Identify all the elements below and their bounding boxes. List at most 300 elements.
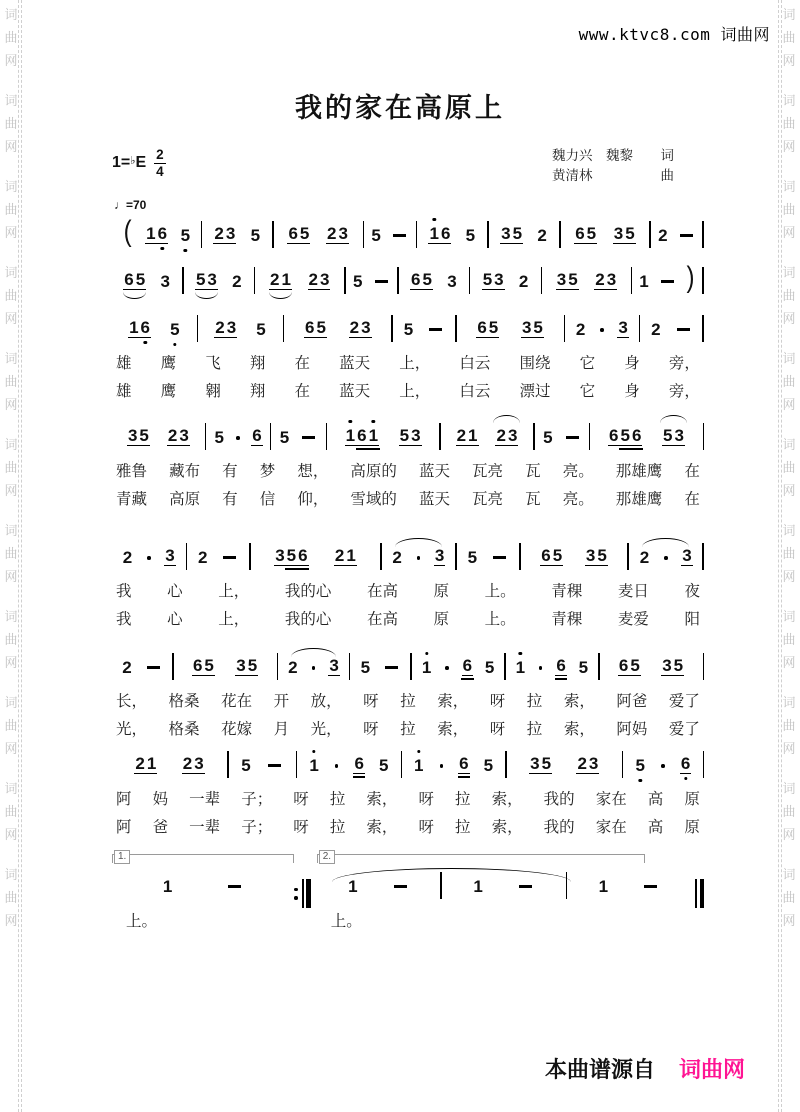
duration-dash — [147, 666, 160, 669]
note-group — [225, 885, 244, 895]
volta-1-notes — [112, 867, 294, 905]
watermark-char: 网 — [782, 311, 796, 326]
beam-line — [461, 678, 473, 680]
measure — [112, 648, 172, 686]
note: 3 — [194, 754, 204, 773]
note-group — [372, 280, 391, 290]
watermark-char: 词 — [4, 179, 18, 194]
watermark-char: 网 — [4, 827, 18, 842]
measure — [651, 216, 703, 254]
lyric-syllable: 亮。 — [562, 463, 594, 480]
note: 3 — [682, 546, 692, 565]
measure — [198, 310, 283, 348]
note: 6 — [555, 656, 566, 674]
lyric-syllable: 呀 — [363, 721, 379, 738]
watermark-char: 曲 — [782, 288, 796, 303]
note-group — [390, 234, 409, 244]
lyric-syllable: 青稞 — [551, 583, 583, 600]
note: 3 — [338, 224, 348, 243]
note: 2 — [135, 754, 145, 773]
lyric-syllable: 旁， — [668, 355, 700, 372]
measure — [317, 867, 441, 905]
note: 5 — [467, 548, 478, 567]
duration-dash — [375, 280, 388, 283]
note: 3 — [361, 318, 371, 337]
note-group — [542, 428, 553, 446]
lyric-syllable: 爱了 — [668, 721, 700, 738]
watermark-char: 曲 — [4, 288, 18, 303]
lyric-syllable: 妈 — [152, 791, 169, 808]
note: 3 — [411, 426, 421, 445]
lyric-syllable: 花嫁 — [221, 721, 253, 738]
measure — [632, 262, 702, 300]
watermark-char: 词 — [782, 265, 796, 280]
note-group — [287, 224, 310, 244]
note: 2 — [658, 226, 668, 245]
lyric-syllable: 阿爸 — [616, 693, 648, 710]
measure — [112, 538, 186, 576]
note: 5 — [512, 224, 523, 243]
note-group — [334, 546, 357, 566]
lyric-syllable: 我的 — [543, 819, 575, 836]
measure — [412, 648, 504, 686]
volta-1-label: 1. — [114, 850, 130, 864]
lyric-syllable: 蓝天 — [339, 355, 371, 372]
note-group — [536, 226, 547, 244]
lyric-syllable: 拉 — [455, 791, 471, 808]
note-group — [641, 885, 660, 895]
watermark-char: 曲 — [4, 632, 18, 647]
note-group — [220, 556, 239, 566]
note: 6 — [618, 656, 629, 675]
lyrics-line — [112, 812, 704, 840]
augmentation-dot — [539, 666, 543, 670]
lyric-syllable: 一辈 — [189, 791, 221, 808]
watermark-char: 网 — [4, 139, 18, 154]
note-group — [195, 270, 218, 290]
note: 5 — [625, 224, 635, 243]
beam-line — [353, 776, 365, 778]
lyric-syllable: 开 — [273, 693, 290, 710]
note: 5 — [533, 318, 543, 337]
duration-dash — [677, 328, 690, 331]
note: 5 — [195, 270, 206, 289]
note: 3 — [588, 754, 599, 773]
lyric-syllable: 花在 — [221, 693, 253, 710]
note-group — [434, 546, 445, 566]
key-text: 1=♭E — [112, 154, 147, 171]
beam-line — [367, 448, 379, 450]
lyric-syllable: 呀 — [293, 791, 309, 808]
watermark-char: 曲 — [4, 890, 18, 905]
note-group — [598, 328, 606, 338]
composer-role: 曲 — [660, 167, 674, 183]
note-group — [391, 885, 410, 895]
lyric-syllable: 白云 — [459, 383, 491, 400]
note-group — [490, 556, 509, 566]
note-group — [122, 548, 133, 566]
watermark-char: 词 — [4, 265, 18, 280]
lyric-syllable: 鹰 — [160, 355, 177, 372]
watermark-char: 词 — [782, 609, 796, 624]
lyric-syllable: 仰， — [297, 491, 329, 508]
note-group — [674, 328, 693, 338]
watermark-char: 网 — [4, 655, 18, 670]
lyric-syllable: 上， — [399, 355, 431, 372]
note-group — [638, 272, 649, 290]
watermark-char: 曲 — [782, 30, 796, 45]
lyric-syllable: 索， — [491, 791, 523, 808]
meter-denominator: 4 — [156, 163, 164, 179]
lyric-syllable: 鹰 — [160, 383, 177, 400]
measure — [278, 648, 349, 686]
note-group — [521, 318, 544, 338]
note: 5 — [316, 318, 326, 337]
lyrics-line — [112, 484, 704, 512]
watermark-char: 词 — [4, 437, 18, 452]
lyric-syllable: 漂过 — [519, 383, 551, 400]
note-group — [255, 320, 266, 338]
note-group — [476, 318, 499, 338]
watermark-char: 网 — [782, 827, 796, 842]
measure — [255, 262, 344, 300]
beam-line — [630, 448, 642, 450]
note: 3 — [556, 270, 567, 289]
watermark-char: 网 — [4, 483, 18, 498]
note-group — [483, 756, 494, 774]
note: 1 — [368, 426, 379, 444]
left-watermark-band — [3, 8, 19, 954]
watermark-char: 词 — [782, 437, 796, 452]
note-group — [685, 260, 697, 295]
measure — [112, 867, 294, 905]
note-group — [128, 318, 151, 338]
lyricist-names: 魏力兴 魏黎 — [552, 148, 633, 163]
note-group — [613, 224, 636, 244]
watermark-char: 曲 — [782, 374, 796, 389]
note: 5 — [541, 754, 552, 773]
measure — [470, 262, 540, 300]
note-group — [462, 656, 473, 676]
duration-dash — [493, 556, 506, 559]
note-group — [251, 426, 262, 446]
note-group — [465, 226, 476, 244]
note-group — [555, 656, 566, 676]
lyrics-line — [112, 376, 704, 404]
note: 3 — [165, 546, 175, 565]
lyric-syllable: 围绕 — [519, 355, 551, 372]
note-group — [575, 320, 586, 338]
note: 3 — [501, 224, 511, 243]
watermark-char: 词 — [4, 781, 18, 796]
augmentation-dot — [440, 764, 444, 768]
lyrics-line — [112, 348, 704, 376]
augmentation-dot — [147, 556, 151, 560]
note-group — [304, 318, 327, 338]
watermark-char: 曲 — [4, 202, 18, 217]
note-group — [482, 270, 505, 290]
note-group — [658, 280, 677, 290]
repeat-dots — [294, 888, 298, 900]
note: 5 — [279, 428, 290, 447]
watermark-char: 网 — [782, 139, 796, 154]
note: 6 — [440, 224, 451, 243]
lyric-syllable: 呀 — [418, 791, 434, 808]
lyric-syllable: 阳 — [684, 611, 700, 628]
watermark-char-group — [782, 352, 795, 411]
duration-dash — [394, 885, 407, 888]
lyric-syllable: 雄 — [116, 355, 132, 372]
note-group — [516, 885, 535, 895]
volta-2-bracket — [317, 851, 645, 863]
watermark-char: 词 — [782, 695, 796, 710]
duration-dash — [268, 764, 281, 767]
tempo-marking: ♩=70 — [114, 198, 147, 212]
lyric-syllable: 有 — [222, 463, 238, 480]
measure — [174, 648, 277, 686]
augmentation-dot — [312, 666, 316, 670]
measure — [567, 867, 691, 905]
note-group — [197, 548, 208, 566]
music-line — [112, 418, 704, 456]
lyric-syllable: 格桑 — [168, 721, 200, 738]
lyric-syllable: 拉 — [329, 819, 346, 836]
note-group — [234, 436, 242, 446]
watermark-char-group — [4, 180, 17, 239]
meter-numerator: 2 — [156, 147, 164, 162]
lyric-syllable: 上。 — [484, 583, 516, 600]
measure — [542, 262, 631, 300]
volta-2-label: 2. — [319, 850, 335, 864]
note-group — [279, 428, 290, 446]
note: 5 — [552, 546, 563, 565]
note-group — [410, 270, 433, 290]
time-signature — [154, 148, 166, 178]
note-group — [269, 270, 292, 290]
watermark-char: 网 — [782, 397, 796, 412]
note: 3 — [447, 272, 457, 291]
note: 5 — [568, 270, 578, 289]
watermark-char: 曲 — [782, 546, 796, 561]
parenthesis: ( — [123, 214, 132, 249]
measure — [346, 262, 398, 300]
note: 5 — [488, 318, 499, 337]
note: 5 — [256, 320, 266, 339]
note-group — [456, 426, 479, 446]
barline — [703, 653, 705, 680]
augmentation-dot — [661, 764, 665, 768]
note-group — [144, 666, 163, 676]
note-group — [231, 272, 242, 290]
duration-dash — [385, 666, 398, 669]
watermark-char: 网 — [782, 53, 796, 68]
lyric-syllable: 我 — [116, 611, 132, 628]
measure — [506, 648, 598, 686]
music-system — [112, 746, 704, 840]
lyric-syllable: 蓝天 — [339, 383, 371, 400]
footer-brand: 词曲网 — [679, 1057, 746, 1082]
volta-1 — [112, 851, 294, 933]
note-group — [122, 214, 134, 249]
measure — [457, 310, 564, 348]
note-group — [578, 658, 589, 676]
duration-dash — [566, 436, 579, 439]
note-group — [458, 754, 469, 774]
note: 3 — [226, 318, 237, 337]
note: 5 — [204, 656, 214, 675]
note-group — [428, 224, 451, 244]
lyric-syllable: 身 — [624, 383, 640, 400]
lyric-syllable: 索， — [563, 693, 595, 710]
lyric-syllable: 亮。 — [562, 491, 594, 508]
note-group — [399, 426, 422, 446]
note: 6 — [477, 318, 487, 337]
lyric-syllable: 雄 — [116, 383, 132, 400]
watermark-char-group — [4, 352, 17, 411]
measure — [202, 216, 272, 254]
note: 6 — [305, 318, 315, 337]
note-group — [662, 556, 670, 566]
watermark-char: 曲 — [4, 374, 18, 389]
note: 5 — [214, 428, 224, 447]
note-group — [274, 546, 308, 566]
note-group — [326, 224, 349, 244]
note-group — [484, 658, 495, 676]
lyric-syllable: 长， — [116, 693, 148, 710]
note-group — [594, 270, 617, 290]
augmentation-dot — [664, 556, 668, 560]
lyrics-line — [112, 576, 704, 604]
watermark-char: 词 — [782, 867, 796, 882]
lyric-syllable: 我的心 — [284, 583, 332, 600]
note: 1 — [345, 426, 356, 445]
note-group — [182, 754, 205, 774]
note: 5 — [465, 226, 476, 245]
lyric-syllable: 子； — [241, 819, 273, 836]
lyric-syllable: 月 — [273, 721, 290, 738]
lyric-syllable: 在 — [684, 491, 700, 508]
ending-section — [112, 851, 704, 933]
note-group — [347, 877, 358, 895]
note: 6 — [411, 270, 421, 289]
note-group — [134, 754, 157, 774]
watermark-char: 曲 — [782, 116, 796, 131]
lyric-syllable: 梦 — [259, 463, 276, 480]
lyric-syllable: 那雄鹰 — [615, 463, 663, 480]
note-group — [169, 320, 180, 338]
note: 5 — [299, 224, 310, 243]
volta-1-lyric: 上。 — [126, 913, 158, 930]
music-system — [112, 538, 704, 632]
duration-dash — [680, 234, 693, 237]
measure — [441, 418, 534, 456]
note-group — [180, 226, 191, 244]
note: 3 — [494, 270, 504, 289]
lyric-syllable: 子； — [241, 791, 273, 808]
note-group — [421, 658, 432, 676]
note: 2 — [595, 270, 605, 289]
watermark-char: 网 — [782, 913, 796, 928]
measure — [489, 216, 559, 254]
note: 1 — [468, 426, 478, 445]
lyric-syllable: 索， — [366, 819, 398, 836]
measure — [112, 262, 182, 300]
watermark-char-group — [4, 868, 17, 927]
note: 5 — [635, 756, 645, 775]
music-system — [112, 648, 704, 742]
note-group — [415, 556, 423, 566]
note-group — [426, 328, 445, 338]
measure — [229, 746, 296, 784]
lyric-syllable: 麦爱 — [617, 611, 649, 628]
music-line — [112, 648, 704, 686]
lyric-syllable: 上， — [218, 583, 250, 600]
lyric-syllable: 原 — [684, 791, 700, 808]
measure — [112, 216, 201, 254]
measure — [206, 418, 270, 456]
note: 6 — [609, 426, 619, 445]
note: 5 — [630, 656, 640, 675]
note-group — [378, 756, 389, 774]
lyric-syllable: 翔 — [249, 383, 266, 400]
note-group — [145, 224, 168, 244]
note-group — [287, 658, 298, 676]
lyrics-line — [112, 604, 704, 632]
watermark-char: 词 — [782, 523, 796, 538]
note-group — [145, 556, 153, 566]
note-group — [349, 318, 372, 338]
barline — [702, 267, 704, 294]
lyric-syllable: 家在 — [595, 819, 627, 836]
song-title: 我的家在高原上 — [295, 93, 505, 123]
watermark-char-group — [4, 8, 17, 67]
note: 3 — [329, 656, 339, 675]
note-group — [299, 436, 318, 446]
note-group — [515, 658, 526, 676]
lyric-syllable: 心 — [167, 583, 183, 600]
note-group — [540, 546, 563, 566]
lyric-syllable: 有 — [222, 491, 238, 508]
watermark-char-group — [4, 438, 17, 497]
lyric-syllable: 我的 — [543, 791, 575, 808]
watermark-char: 词 — [4, 523, 18, 538]
lyric-syllable: 夜 — [684, 583, 700, 600]
volta-1-bracket — [112, 851, 294, 863]
lyric-syllable: 索， — [491, 819, 523, 836]
note: 1 — [515, 658, 526, 677]
watermark-char: 词 — [782, 781, 796, 796]
lyric-syllable: 阿 — [116, 791, 132, 808]
note-group — [328, 656, 339, 676]
note: 6 — [541, 546, 551, 565]
note-group — [661, 656, 684, 676]
note-group — [681, 546, 692, 566]
note: 2 — [392, 548, 402, 567]
note: 2 — [269, 270, 280, 289]
parenthesis: ) — [686, 260, 695, 295]
note: 5 — [422, 270, 432, 289]
note: 5 — [352, 272, 363, 291]
measure — [297, 746, 400, 784]
composer-name: 黄清林 — [552, 167, 593, 183]
note: 1 — [473, 877, 483, 896]
volta-2 — [317, 851, 691, 933]
note: 1 — [421, 658, 432, 677]
note-group — [310, 666, 318, 676]
note: 5 — [619, 426, 630, 444]
music-line — [112, 262, 704, 300]
site-watermark: www.ktvc8.com 词曲网 — [578, 25, 770, 44]
